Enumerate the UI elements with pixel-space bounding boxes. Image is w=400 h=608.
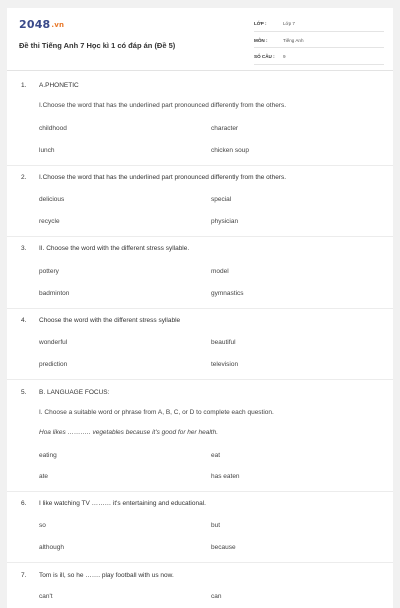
- meta-subject-row: [254, 34, 384, 49]
- meta-count-value: 9: [283, 54, 286, 60]
- exam-meta: [254, 17, 384, 67]
- question-number: 1.: [21, 82, 27, 89]
- option-b[interactable]: but: [211, 522, 221, 529]
- question-text: II. Choose the word with the different stress syllable.: [39, 245, 190, 252]
- question-divider: [7, 308, 393, 309]
- question-text: Choose the word with the different stress syllable: [39, 317, 181, 324]
- meta-count-row: [254, 50, 384, 65]
- option-b[interactable]: special: [211, 196, 232, 203]
- question-number: 5.: [21, 389, 27, 396]
- question-text: Tom is ill, so he ……. play football with us now.: [39, 572, 174, 579]
- option-d[interactable]: chicken soup: [211, 147, 249, 154]
- option-c[interactable]: badminton: [39, 290, 70, 297]
- exam-title: Đề thi Tiếng Anh 7 Học kì 1 có đáp án (Đề 5): [19, 41, 176, 50]
- option-c[interactable]: although: [39, 544, 64, 551]
- meta-class-row: [254, 17, 384, 32]
- option-a[interactable]: pottery: [39, 268, 59, 275]
- site-logo[interactable]: [19, 18, 64, 31]
- question-number: 4.: [21, 317, 27, 324]
- option-d[interactable]: gymnastics: [211, 290, 244, 297]
- option-b[interactable]: model: [211, 268, 229, 275]
- option-a[interactable]: wonderful: [39, 339, 68, 346]
- option-d[interactable]: because: [211, 544, 236, 551]
- option-b[interactable]: character: [211, 125, 239, 132]
- logo-suffix: .vn: [51, 21, 65, 29]
- section-heading: B. LANGUAGE FOCUS:: [39, 389, 110, 396]
- option-d[interactable]: has eaten: [211, 473, 240, 480]
- option-d[interactable]: television: [211, 361, 239, 368]
- meta-count-label: SỐ CÂU :: [254, 54, 275, 60]
- meta-class-label: LỚP :: [254, 21, 267, 27]
- option-c[interactable]: recycle: [39, 218, 60, 225]
- question-number: 3.: [21, 245, 27, 252]
- meta-subject-label: MÔN :: [254, 37, 268, 43]
- option-c[interactable]: ate: [39, 473, 49, 480]
- logo-text: 2048: [19, 18, 51, 31]
- exam-page: [7, 8, 393, 608]
- option-c[interactable]: lunch: [39, 147, 55, 154]
- option-a[interactable]: so: [39, 522, 46, 529]
- question-instruction: I.Choose the word that has the underlined part pronounced differently from the others.: [39, 102, 287, 109]
- question-text: I like watching TV ……… it's entertaining and educational.: [39, 500, 206, 507]
- exam-header: [7, 8, 393, 70]
- option-c[interactable]: prediction: [39, 361, 68, 368]
- question-divider: [7, 236, 393, 237]
- section-heading: A.PHONETIC: [39, 82, 79, 89]
- option-a[interactable]: delicious: [39, 196, 65, 203]
- header-divider: [7, 70, 393, 71]
- question-instruction: I. Choose a suitable word or phrase from A, B, C, or D to complete each question.: [39, 409, 274, 416]
- question-divider: [7, 165, 393, 166]
- question-number: 2.: [21, 174, 27, 181]
- question-divider: [7, 379, 393, 380]
- question-number: 6.: [21, 500, 27, 507]
- question-text: I.Choose the word that has the underlined part pronounced differently from the others.: [39, 174, 287, 181]
- option-a[interactable]: childhood: [39, 125, 67, 132]
- question-sentence: Hoa likes ……….. vegetables because it's good for her health.: [39, 429, 219, 436]
- option-b[interactable]: eat: [211, 452, 221, 459]
- option-a[interactable]: can't: [39, 593, 53, 600]
- question-divider: [7, 491, 393, 492]
- option-a[interactable]: eating: [39, 452, 57, 459]
- question-number: 7.: [21, 572, 27, 579]
- meta-subject-value: Tiếng Anh: [283, 37, 304, 43]
- option-d[interactable]: physician: [211, 218, 239, 225]
- option-b[interactable]: can: [211, 593, 222, 600]
- meta-class-value: Lớp 7: [283, 21, 295, 27]
- question-divider: [7, 562, 393, 563]
- option-b[interactable]: beautiful: [211, 339, 236, 346]
